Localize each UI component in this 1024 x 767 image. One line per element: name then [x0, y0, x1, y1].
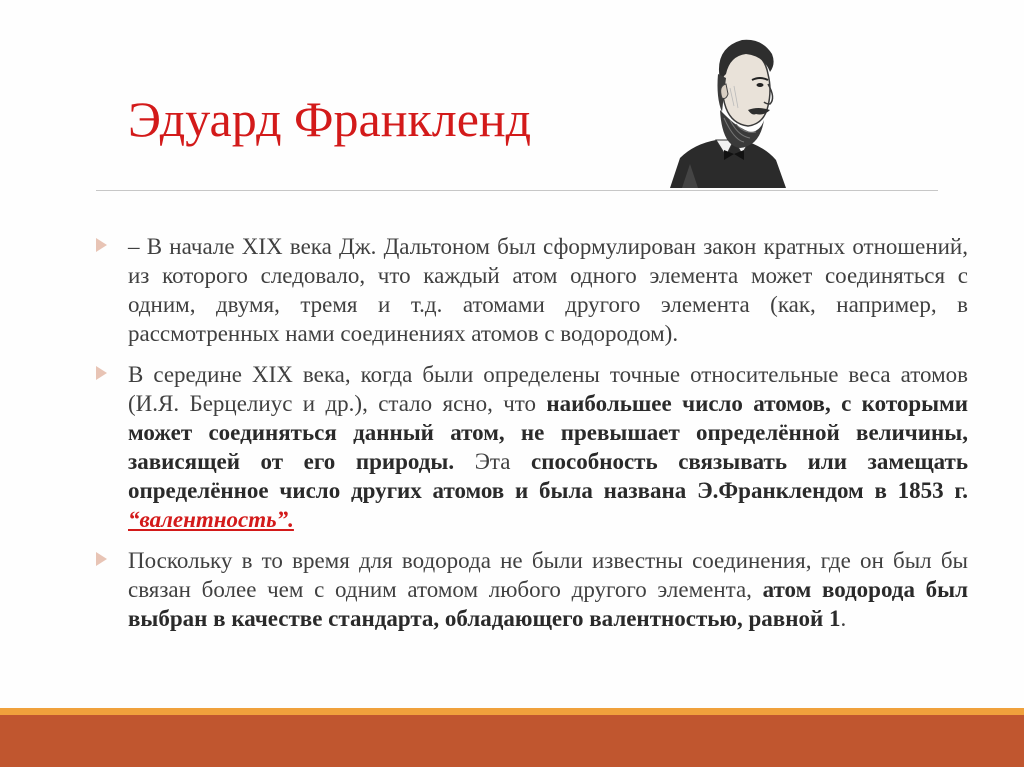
bullet-triangle-icon: [96, 238, 107, 252]
bullet-text: [128, 546, 968, 633]
highlighted-term: “валентность”.: [128, 507, 294, 532]
bullet-item: [96, 360, 968, 534]
text-segment: В середине XIX века, когда были определены точные относительные веса атомов (И.Я. Берцелиус и др.), стало ясно, что: [128, 362, 968, 416]
bullet-item: [96, 546, 968, 633]
bold-phrase: атом водорода был выбран в качестве стандарта, обладающего валентностью, равной 1: [128, 577, 968, 631]
text-segment: Поскольку в то время для водорода не были известны соединения, где он был бы связан более чем с одним атомом любого другого элемента,: [128, 548, 968, 602]
frankland-portrait: [664, 28, 792, 188]
slide-title: Эдуард Франкленд: [128, 91, 532, 147]
text-segment: Эта: [454, 449, 532, 474]
bold-phrase: наибольшее число атомов, с которыми может соединяться данный атом, не превышает определённой величины, зависящей от его природы.: [128, 391, 968, 474]
title-divider: [96, 190, 938, 191]
footer-bar: [0, 715, 1024, 767]
bullet-triangle-icon: [96, 366, 107, 380]
text-segment: – В начале XIX века Дж. Дальтоном был сформулирован закон кратных отношений, из которого следовало, что каждый атом одного элемента может соединяться с одним, двумя, тремя и т.д. атомами другого элемента (как, например, в рассмотренных нами соединениях атомов с водородом).: [128, 234, 968, 346]
bullet-triangle-icon: [96, 552, 107, 566]
bullet-item: [96, 232, 968, 348]
text-segment: .: [840, 606, 847, 631]
bullet-text: [128, 232, 968, 348]
footer-accent-band: [0, 708, 1024, 715]
bullet-list: [96, 232, 968, 645]
bullet-text: [128, 360, 968, 534]
bold-phrase: способность связывать или замещать определённое число других атомов и была названа Э.Франклендом в 1853 г.: [128, 449, 968, 503]
